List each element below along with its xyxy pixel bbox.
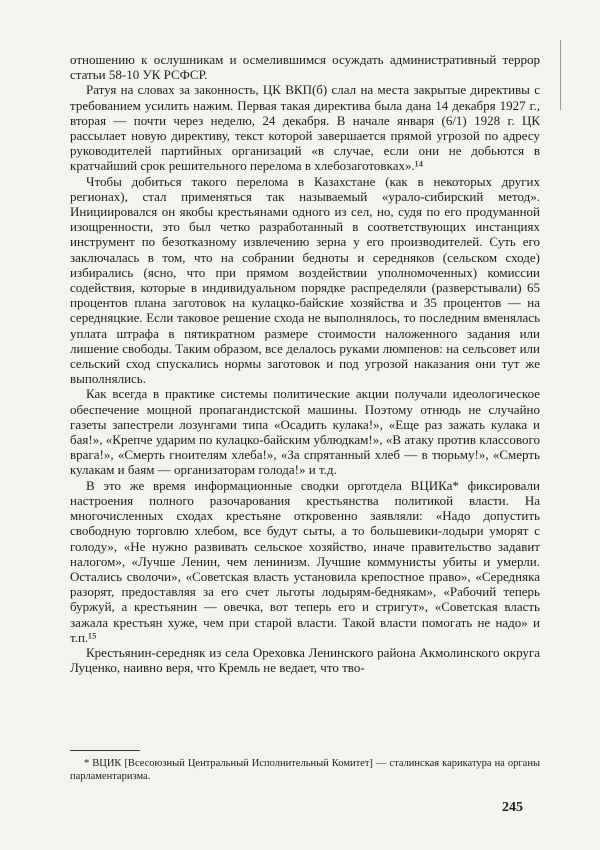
- page-number: 245: [502, 800, 523, 815]
- paragraph-6: Крестьянин-середняк из села Ореховка Ленинского района Акмолинского округа Луценко, наивно веря, что Кремль не ведает, что тво-: [70, 644, 540, 676]
- paragraph-4: Как всегда в практике системы политические акции получали идеологическое обеспечение мощной пропагандистской машины. Поэтому отнюдь не случайно газеты запестрели лозунгами типа «Осадить кулака!», «Еще раз зажать кулака и бая!», «Крепче ударим по кулацко-байским ублюдкам!», «В атаку против классового врага!», «Смерть гноителям хлеба!», «За спрятанный хлеб — в тюрьму!», «Смерть кулакам и баям — организаторам голода!» и т.д.: [70, 386, 540, 478]
- footnote-divider: [70, 750, 140, 751]
- page-edge-mark: [560, 40, 561, 110]
- paragraph-1: отношению к ослушникам и осмелившимся осуждать административный террор статьи 58-10 УК РСФСР.: [70, 52, 540, 83]
- footnote: * ВЦИК [Всесоюзный Центральный Исполнительный Комитет] — сталинская карикатура на органы парламентаризма.: [70, 758, 540, 782]
- paragraph-2: Ратуя на словах за законность, ЦК ВКП(б) слал на места закрытые директивы с требованием усилить нажим. Первая такая директива была дана 14 декабря 1927 г., вторая — почти через неделю, 24 декабря. В начале января (6/1) 1928 г. ЦК рассылает новую директиву, текст которой завершается прямой угрозой по адресу руководителей партийных организаций «в случае, если они не добьются в кратчайший срок решительного перелома в хлебозаготовках».¹⁴: [70, 82, 540, 174]
- paragraph-5: В это же время информационные сводки орготдела ВЦИКа* фиксировали настроения полного разочарования крестьянства политикой власти. На многочисленных сходах крестьяне откровенно заявляли: «Надо допустить свободную торговлю хлебом, все будут сыты, а то большевики-лодыри уморят с голоду», «Не нужно развивать сельское хозяйство, иначе правительство задавит налогом», «Лучше Ленин, чем ленинизм. Лучшие коммунисты убиты и умерли. Остались сволочи», «Советская власть установила крепостное право», «Середняка разорят, предоставляя за его счет льготы лодырям-беднякам», «Рабочий теперь буржуй, а крестьянин — овечка, вот теперь его и стригут», «Советская власть зажала крестьян хуже, чем при старой власти. Такой власти помогать не надо» и т.п.¹⁵: [70, 477, 540, 645]
- paragraph-3: Чтобы добиться такого перелома в Казахстане (как в некоторых других регионах), стал применяться так называемый «урало-сибирский метод». Инициировался он якобы крестьянами одного из сел, но, судя по его продуманной изощренности, это был четко разработанный в соответствующих инстанциях инструмент по безотказному извлечению зерна у его производителей. Суть его заключалась в том, что на собрании бедноты и середняков (сельском сходе) избирались (ясно, что при прямом воздействии уполномоченных) комиссии содействия, которые в индивидуальном порядке распределяли (разверстывали) 65 процентов плана заготовок на кулацко-байские хозяйства и 35 процентов — на середняцкие. Если таковое решение схода не выполнялось, то последним вменялась уплата штрафа в пятикратном размере стоимости наложенного задания или лишение свободы. Таким образом, все делалось руками люмпенов: на сельсовет или сельский сход спускались нормы заготовок и под угрозой наказания они тут же выполнялись.: [70, 173, 540, 387]
- page-body: [70, 52, 540, 675]
